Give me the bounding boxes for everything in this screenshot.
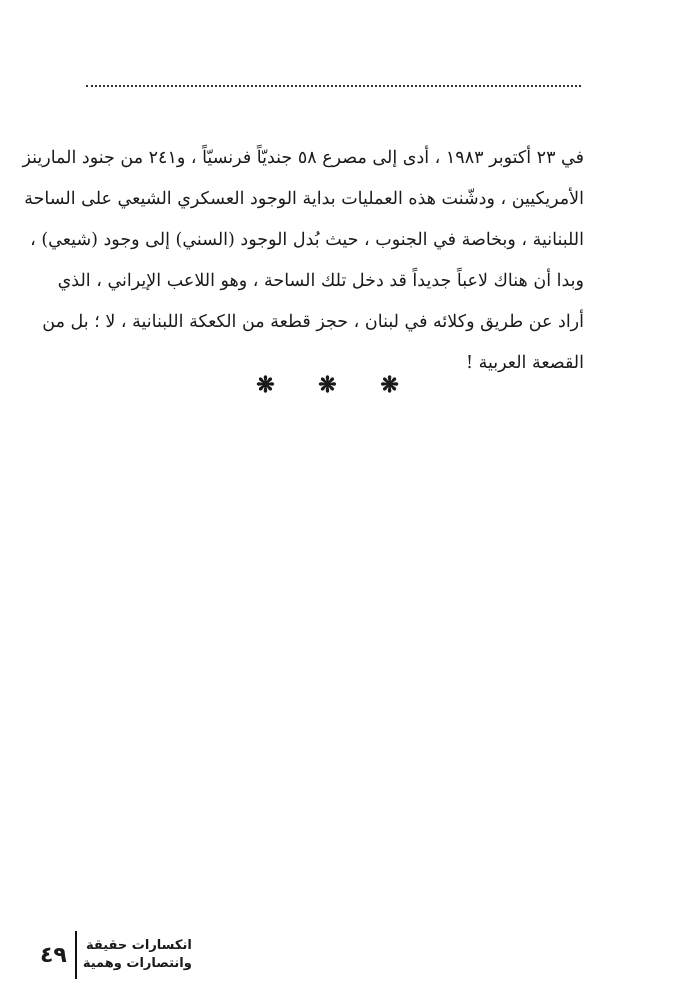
page-number: ٤٩ <box>40 942 67 968</box>
book-title-line: وانتصارات وهمية <box>82 956 192 971</box>
section-separator: ❋ ❋ ❋ <box>256 372 417 398</box>
paragraph-line: وبدا أن هناك لاعباً جديداً قد دخل تلك الساحة ، وهو اللاعب الإيراني ، الذي <box>57 271 584 291</box>
footer-divider <box>75 931 77 979</box>
paragraph-line: اللبنانية ، وبخاصة في الجنوب ، حيث بُدل الوجود (السني) إلى وجود (شيعي) ، <box>30 230 584 250</box>
page-footer <box>40 930 192 980</box>
top-dotted-rule <box>86 85 581 87</box>
paragraph-line: الأمريكيين ، ودشّنت هذه العمليات بداية الوجود العسكري الشيعي على الساحة <box>24 189 584 209</box>
body-paragraph <box>22 138 584 384</box>
book-title-line: انكسارات حقيقة <box>86 938 192 953</box>
paragraph-line: في ٢٣ أكتوبر ١٩٨٣ ، أدى إلى مصرع ٥٨ جنديّاً فرنسيّاً ، و٢٤١ من جنود المارينز <box>22 148 584 168</box>
paragraph-line: القصعة العربية ! <box>465 353 584 373</box>
book-title <box>83 937 192 973</box>
paragraph-line: أراد عن طريق وكلائه في لبنان ، حجز قطعة من الكعكة اللبنانية ، لا ؛ بل من <box>42 312 584 332</box>
